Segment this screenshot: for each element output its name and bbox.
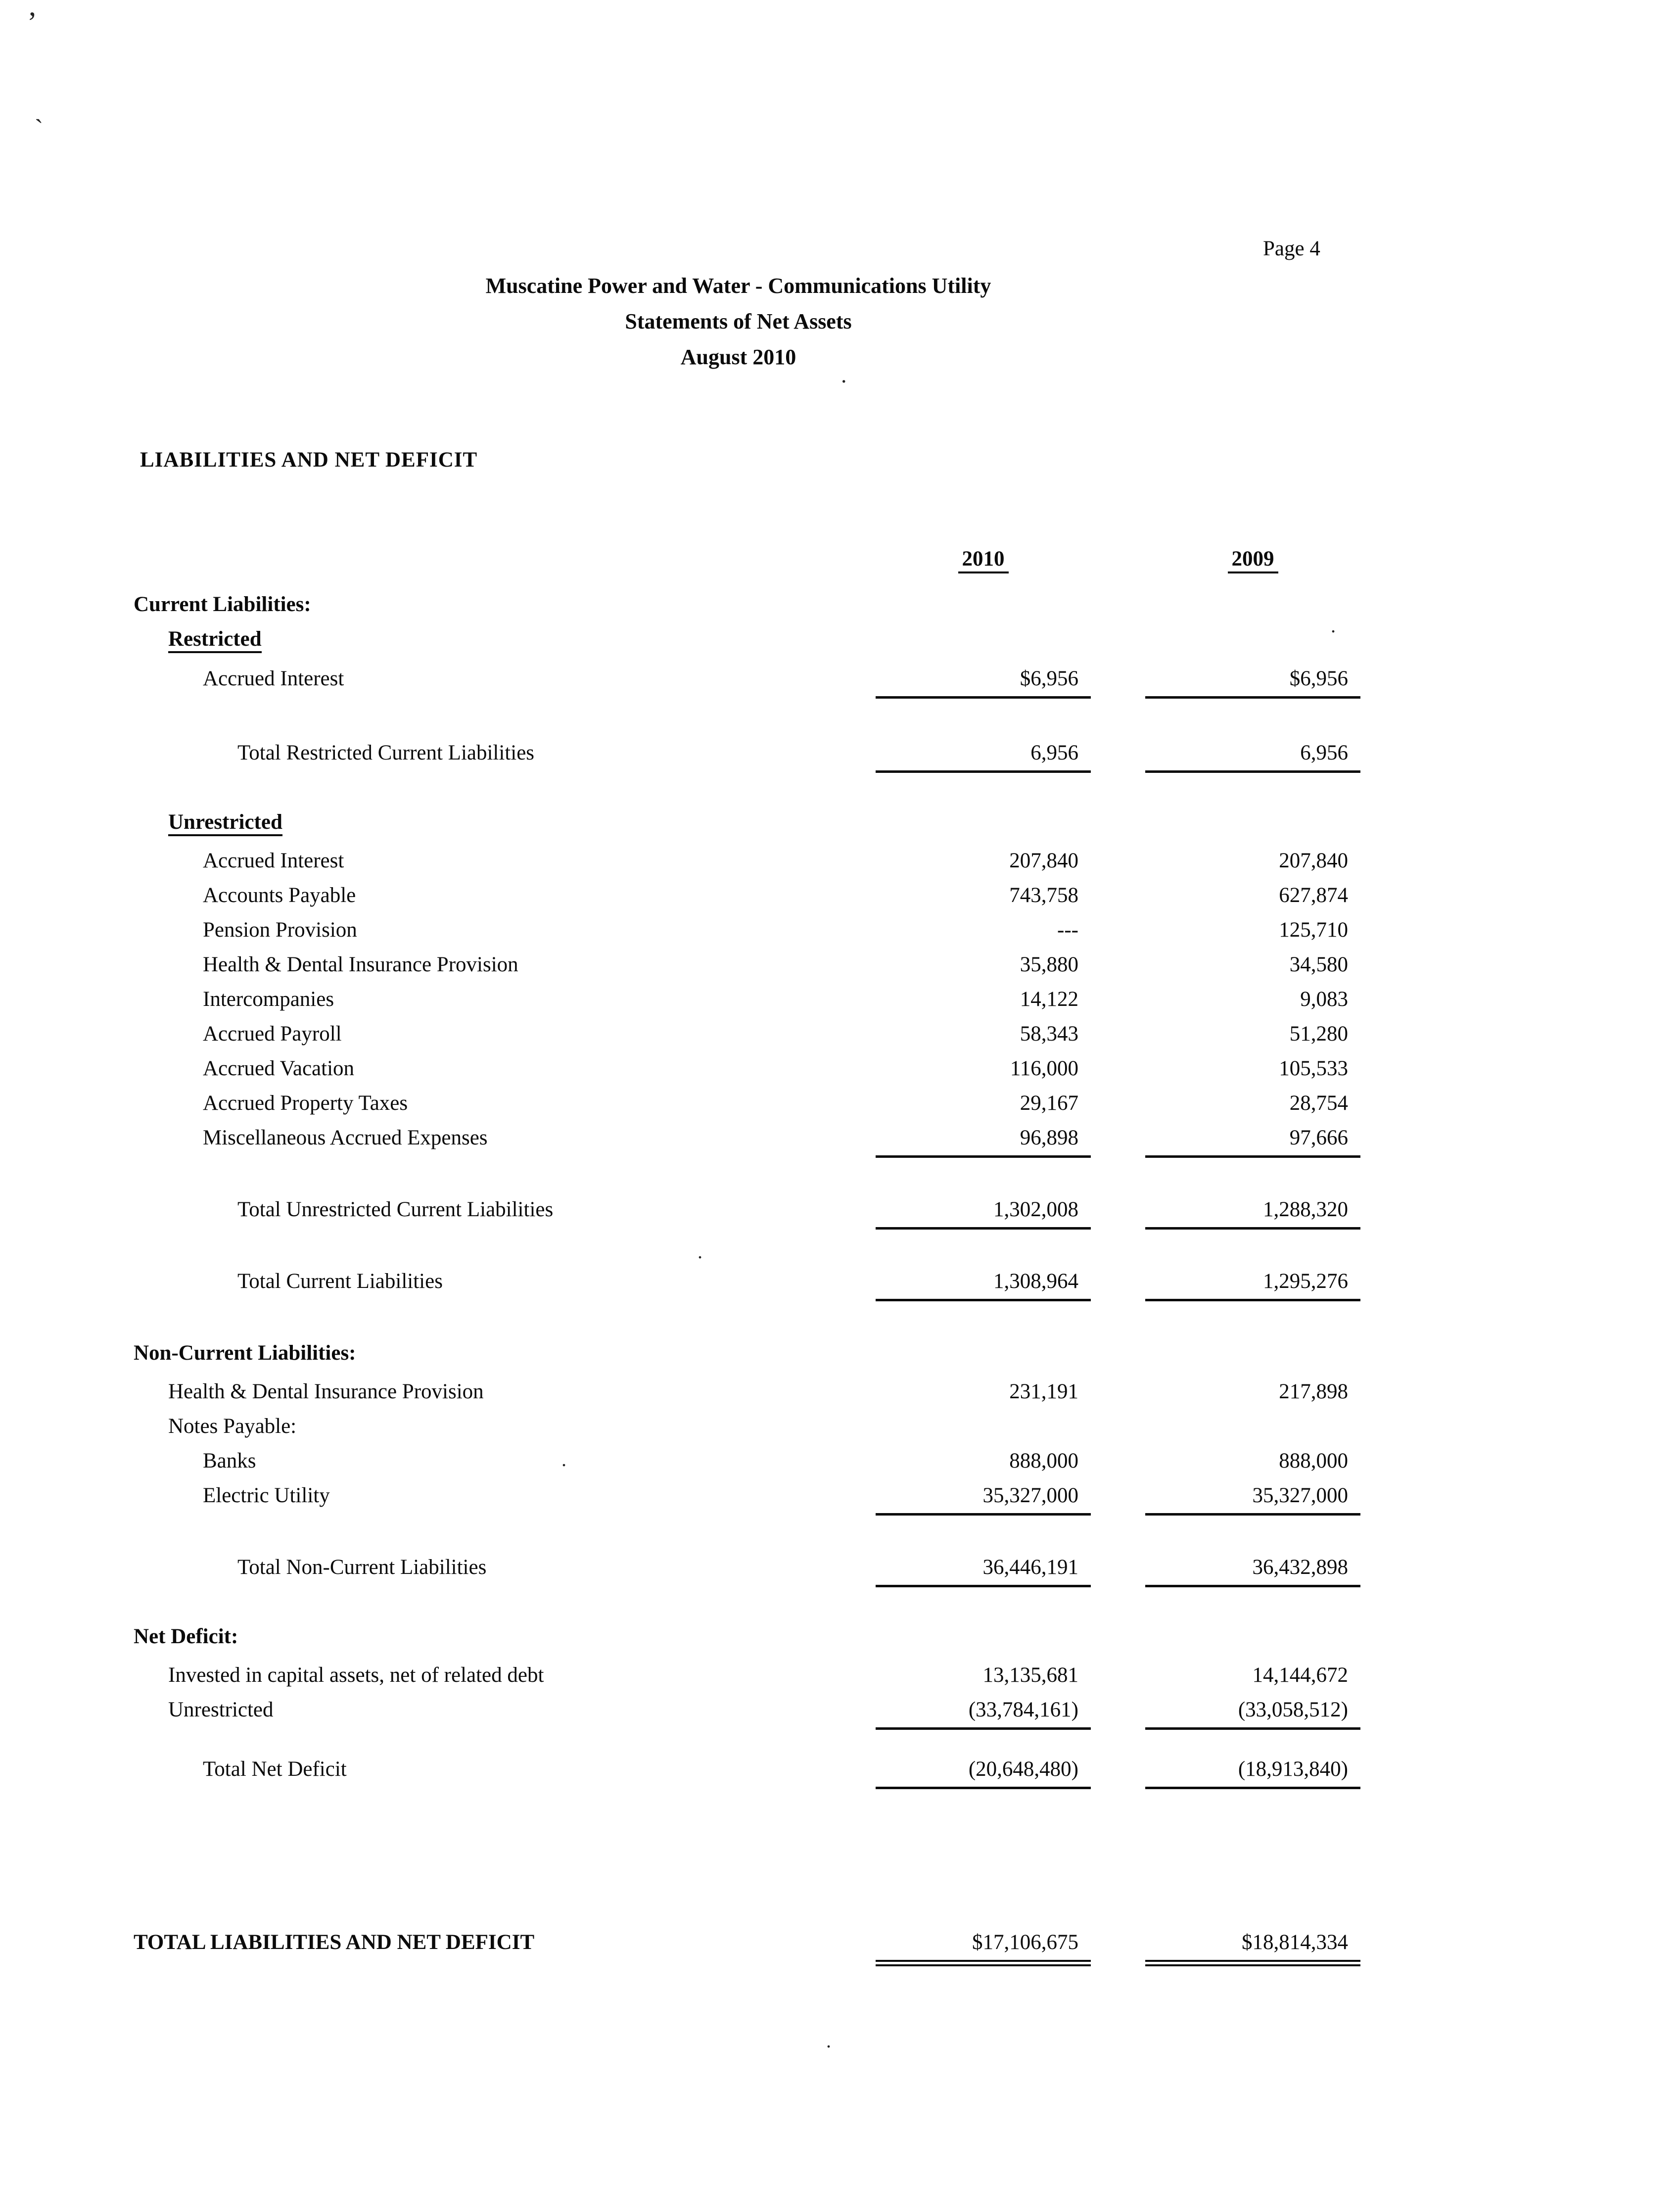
table-row: [134, 1051, 1360, 1086]
row-label: [134, 805, 876, 840]
row-label: [134, 1264, 876, 1299]
value-2010-cell: (20,648,480): [876, 1752, 1091, 1789]
value-2010-cell: 58,343: [1020, 1022, 1078, 1045]
row-label-text: Health & Dental Insurance Provision: [203, 953, 518, 976]
table-row: [134, 1619, 1360, 1654]
value-2010-cell: ---: [1057, 918, 1078, 942]
table-row: [134, 805, 1360, 840]
scan-artifact: `: [35, 115, 44, 143]
row-label: [134, 587, 876, 622]
value-2009-cell: 125,710: [1279, 918, 1348, 942]
table-row: [134, 1550, 1360, 1587]
row-label-text: Electric Utility: [203, 1484, 330, 1507]
table-row: [134, 948, 1360, 982]
row-label: [134, 913, 876, 948]
row-label: [134, 1409, 876, 1444]
table-row: [134, 1017, 1360, 1051]
value-2010-cell: (33,784,161): [876, 1693, 1091, 1730]
value-2010-cell: 6,956: [876, 736, 1091, 773]
row-label-text: Net Deficit:: [134, 1625, 238, 1648]
document-date: August 2010: [680, 345, 796, 369]
row-label: [134, 1658, 876, 1693]
row-label-text: Banks: [203, 1449, 256, 1472]
row-label-text: Pension Provision: [203, 918, 357, 942]
table-row: [134, 1658, 1360, 1693]
value-2010-cell: 36,446,191: [876, 1550, 1091, 1587]
row-label-text: Non-Current Liabilities:: [134, 1341, 356, 1365]
value-2010-cell: 231,191: [1009, 1380, 1078, 1403]
scan-artifact: .: [561, 1448, 566, 1471]
document-header: [0, 268, 1477, 375]
value-2009-cell: 105,533: [1279, 1057, 1348, 1080]
row-label-text: Total Current Liabilities: [237, 1270, 443, 1293]
column-header-2009: [1145, 542, 1360, 576]
row-label: [134, 736, 876, 770]
row-label: [134, 1375, 876, 1409]
table-row: [134, 1693, 1360, 1730]
section-heading: LIABILITIES AND NET DEFICIT: [140, 448, 478, 472]
value-2009-cell: 217,898: [1279, 1380, 1348, 1403]
value-2009-cell: 627,874: [1279, 884, 1348, 907]
row-label: [134, 1336, 876, 1371]
value-2009-cell: 97,666: [1145, 1121, 1360, 1158]
row-label: [134, 1017, 876, 1051]
table-row: [134, 622, 1360, 657]
row-label-text: Accrued Interest: [203, 667, 344, 690]
value-2010-cell: 35,327,000: [876, 1478, 1091, 1516]
table-row: [134, 736, 1360, 773]
table-row: [134, 1121, 1360, 1158]
value-2010-cell: 14,122: [1020, 988, 1078, 1011]
document-subtitle: Statements of Net Assets: [625, 309, 852, 333]
row-label: [134, 1121, 876, 1155]
value-2010-cell: 743,758: [1009, 884, 1078, 907]
column-header-2010-label: 2010: [958, 547, 1009, 573]
statement-table: [134, 542, 1360, 1966]
value-2009-cell: 14,144,672: [1252, 1663, 1348, 1687]
table-row: [134, 1925, 1360, 1966]
row-label: [134, 1051, 876, 1086]
row-label-text: Accrued Vacation: [203, 1057, 355, 1080]
table-row: [134, 982, 1360, 1017]
row-label-text: Intercompanies: [203, 988, 334, 1011]
scan-artifact: .: [698, 1240, 702, 1263]
table-row: [134, 1478, 1360, 1516]
value-2010-cell: 207,840: [1009, 849, 1078, 872]
value-2009-cell: $18,814,334: [1145, 1925, 1360, 1966]
value-2010-cell: 116,000: [1010, 1057, 1078, 1080]
table-row: [134, 1444, 1360, 1478]
row-label-text: Accrued Payroll: [203, 1022, 342, 1045]
table-row: [134, 844, 1360, 878]
scan-artifact: .: [841, 362, 847, 387]
row-label: [134, 1086, 876, 1121]
value-2010-cell: 13,135,681: [982, 1663, 1078, 1687]
value-2009-cell: 1,295,276: [1145, 1264, 1360, 1301]
value-2009-cell: (33,058,512): [1145, 1693, 1360, 1730]
row-label: [134, 878, 876, 913]
row-label: [134, 1192, 876, 1227]
row-label: [134, 622, 876, 657]
page-number: Page 4: [1263, 237, 1320, 260]
row-label-text: Notes Payable:: [168, 1415, 297, 1438]
table-row: [134, 1409, 1360, 1444]
value-2010-cell: 888,000: [1009, 1449, 1078, 1472]
value-2009-cell: 35,327,000: [1145, 1478, 1360, 1516]
row-label: [134, 1752, 876, 1787]
row-label: [134, 1478, 876, 1513]
value-2009-cell: 28,754: [1289, 1092, 1348, 1115]
row-label-text: Unrestricted: [168, 810, 282, 836]
row-label-text: Unrestricted: [168, 1698, 274, 1721]
scan-artifact: .: [826, 2030, 831, 2052]
row-label-text: Total Net Deficit: [203, 1758, 347, 1781]
row-label: [134, 982, 876, 1017]
value-2010-cell: 1,308,964: [876, 1264, 1091, 1301]
row-label-text: Accrued Interest: [203, 849, 344, 872]
value-2010-cell: $17,106,675: [876, 1925, 1091, 1966]
row-label-text: Total Non-Current Liabilities: [237, 1556, 487, 1579]
row-label-text: Health & Dental Insurance Provision: [168, 1380, 484, 1403]
column-header-2010: [876, 542, 1091, 576]
value-2009-cell: 888,000: [1279, 1449, 1348, 1472]
row-label: [134, 662, 876, 696]
row-label-text: Restricted: [168, 627, 262, 653]
value-2010-cell: 35,880: [1020, 953, 1078, 976]
table-row: [134, 913, 1360, 948]
row-label: [134, 844, 876, 878]
row-label: [134, 1693, 876, 1727]
row-label-text: TOTAL LIABILITIES AND NET DEFICIT: [134, 1931, 535, 1954]
table-row: [134, 1264, 1360, 1301]
scan-artifact: ’: [27, 6, 37, 39]
table-row: [134, 1375, 1360, 1409]
row-label-text: Invested in capital assets, net of related debt: [168, 1663, 544, 1687]
column-header-2009-label: 2009: [1228, 547, 1278, 573]
table-row: [134, 662, 1360, 699]
table-row: [134, 1336, 1360, 1371]
row-label: [134, 1925, 876, 1960]
value-2009-cell: 34,580: [1289, 953, 1348, 976]
table-row: [134, 1192, 1360, 1230]
row-label-text: Total Restricted Current Liabilities: [237, 741, 535, 764]
row-label-text: Accounts Payable: [203, 884, 356, 907]
value-2009-cell: 36,432,898: [1145, 1550, 1360, 1587]
value-2009-cell: 6,956: [1145, 736, 1360, 773]
table-row: [134, 1086, 1360, 1121]
table-body: [134, 587, 1360, 1966]
scan-artifact: .: [1331, 615, 1336, 637]
value-2009-cell: 207,840: [1279, 849, 1348, 872]
table-row: [134, 587, 1360, 622]
value-2010-cell: 29,167: [1020, 1092, 1078, 1115]
row-label-text: Current Liabilities:: [134, 593, 311, 616]
value-2010-cell: $6,956: [876, 662, 1091, 699]
row-label: [134, 1550, 876, 1585]
column-header-row: [134, 542, 1360, 576]
row-label: [134, 1444, 876, 1478]
value-2009-cell: $6,956: [1145, 662, 1360, 699]
value-2009-cell: (18,913,840): [1145, 1752, 1360, 1789]
value-2009-cell: 1,288,320: [1145, 1192, 1360, 1230]
table-row: [134, 878, 1360, 913]
row-label-text: Accrued Property Taxes: [203, 1092, 408, 1115]
table-row: [134, 1752, 1360, 1789]
value-2009-cell: 51,280: [1289, 1022, 1348, 1045]
row-label-text: Total Unrestricted Current Liabilities: [237, 1198, 554, 1221]
document-title: Muscatine Power and Water - Communications Utility: [485, 274, 991, 298]
row-label-text: Miscellaneous Accrued Expenses: [203, 1126, 488, 1149]
row-label: [134, 1619, 876, 1654]
value-2010-cell: 1,302,008: [876, 1192, 1091, 1230]
row-label: [134, 948, 876, 982]
value-2009-cell: 9,083: [1300, 988, 1348, 1011]
value-2010-cell: 96,898: [876, 1121, 1091, 1158]
